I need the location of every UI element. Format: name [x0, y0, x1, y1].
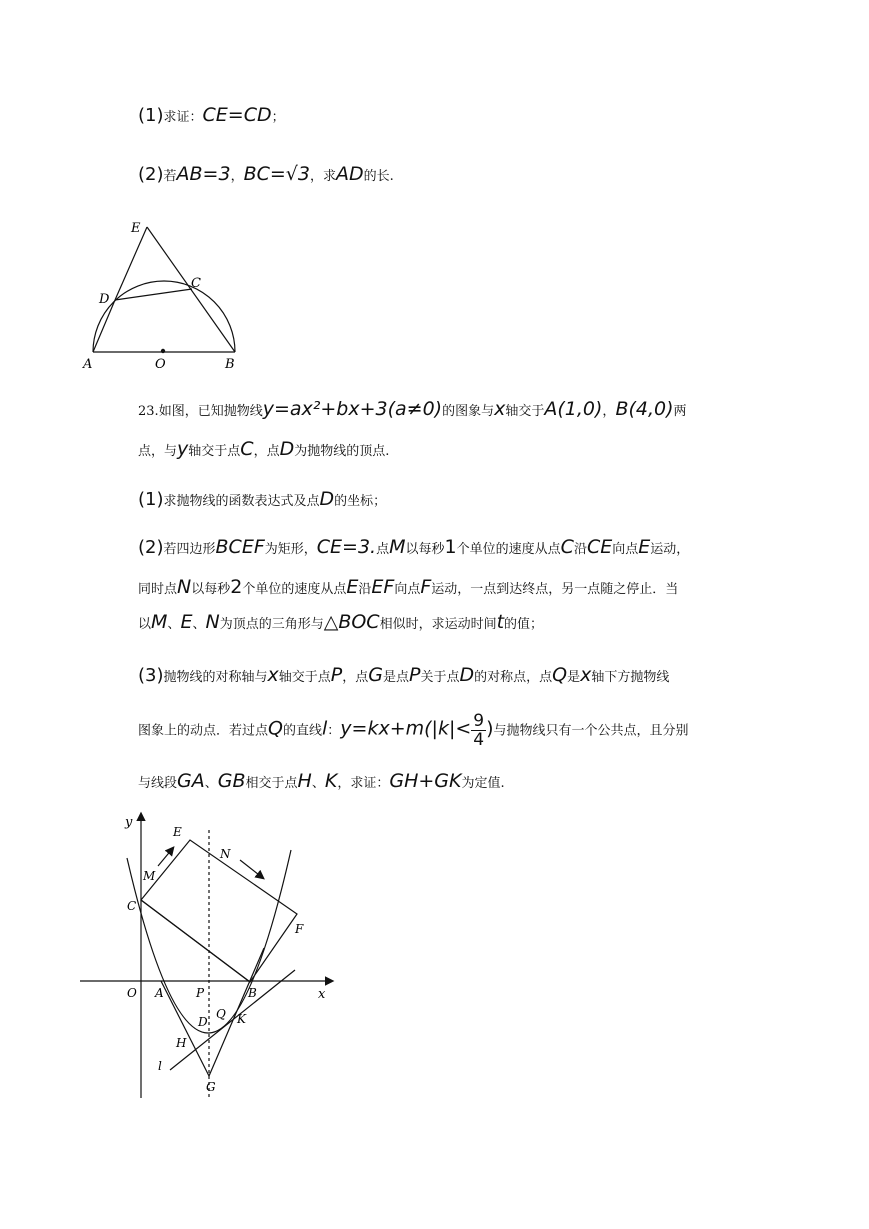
label-a: A — [83, 357, 93, 372]
q23-part2-line1: (2)若四边形BCEF为矩形，CE=3.点M以每秒1个单位的速度从点C沿CE向点E运动， — [138, 536, 690, 558]
q23-intro-line2: 点，与y轴交于点C，点D为抛物线的顶点. — [138, 438, 390, 460]
label-c: C — [127, 899, 137, 913]
label-y: y — [125, 815, 133, 830]
label-o: O — [127, 986, 137, 1000]
label-d: D — [99, 292, 110, 307]
segment-dc — [115, 289, 192, 300]
label-o: O — [155, 357, 166, 372]
label-a: A — [155, 986, 164, 1000]
figure-parabola — [70, 808, 350, 1103]
label-n: N — [220, 847, 231, 861]
label-d: D — [198, 1015, 208, 1029]
label-e: E — [173, 825, 182, 839]
q23-part3-line1: (3)抛物线的对称轴与x轴交于点P，点G是点P关于点D的对称点，点Q是x轴下方抛物线 — [138, 664, 670, 686]
segment-ad — [93, 300, 115, 352]
arrow-n — [240, 860, 263, 878]
q23-part1: (1)求抛物线的函数表达式及点D的坐标； — [138, 488, 387, 510]
q23-part2-line3: 以M、E、N为顶点的三角形与△BOC相似时，求运动时间t的值； — [138, 611, 544, 633]
label-b: B — [248, 986, 257, 1000]
rectangle-bcef — [141, 840, 297, 982]
label-c: C — [191, 276, 201, 291]
label-q: Q — [216, 1007, 226, 1021]
figure-semicircle — [75, 210, 255, 380]
label-h: H — [176, 1036, 187, 1050]
q23-intro-line1: 23.如图，已知抛物线y=ax²+bx+3(a≠0)的图象与x轴交于A(1,0)，B(4,0)两 — [138, 398, 687, 420]
q23-part3-line3: 与线段GA、GB相交于点H、K，求证：GH+GK为定值. — [138, 770, 505, 792]
label-f: F — [295, 922, 304, 936]
fraction-nine-quarters: $\frac{9}{4}$ — [473, 711, 485, 750]
label-m: M — [143, 869, 156, 883]
label-k: K — [237, 1012, 246, 1026]
q22-part1: (1)求证：CE=CD； — [138, 104, 285, 126]
semicircle-arc — [93, 281, 235, 352]
q23-part3-line2: 图象上的动点．若过点Q的直线l：y=kx+m(|k|< $\frac{9}{4}$ )与抛物线只有一个公共点，且分别 — [138, 711, 689, 750]
q22-part2: (2)若AB=3，BC=√3，求AD的长. — [138, 163, 394, 185]
label-b: B — [225, 357, 235, 372]
label-x: x — [318, 987, 326, 1002]
q23-part2-line2: 同时点N以每秒2个单位的速度从点E沿EF向点F运动，一点到达终点，另一点随之停止．当 — [138, 576, 679, 598]
label-g: G — [206, 1080, 216, 1094]
center-point-o — [161, 349, 165, 353]
label-l: l — [158, 1059, 162, 1073]
segment-cb — [141, 900, 250, 982]
line-l — [170, 970, 295, 1070]
label-p: P — [196, 986, 205, 1000]
label-e: E — [131, 221, 141, 236]
